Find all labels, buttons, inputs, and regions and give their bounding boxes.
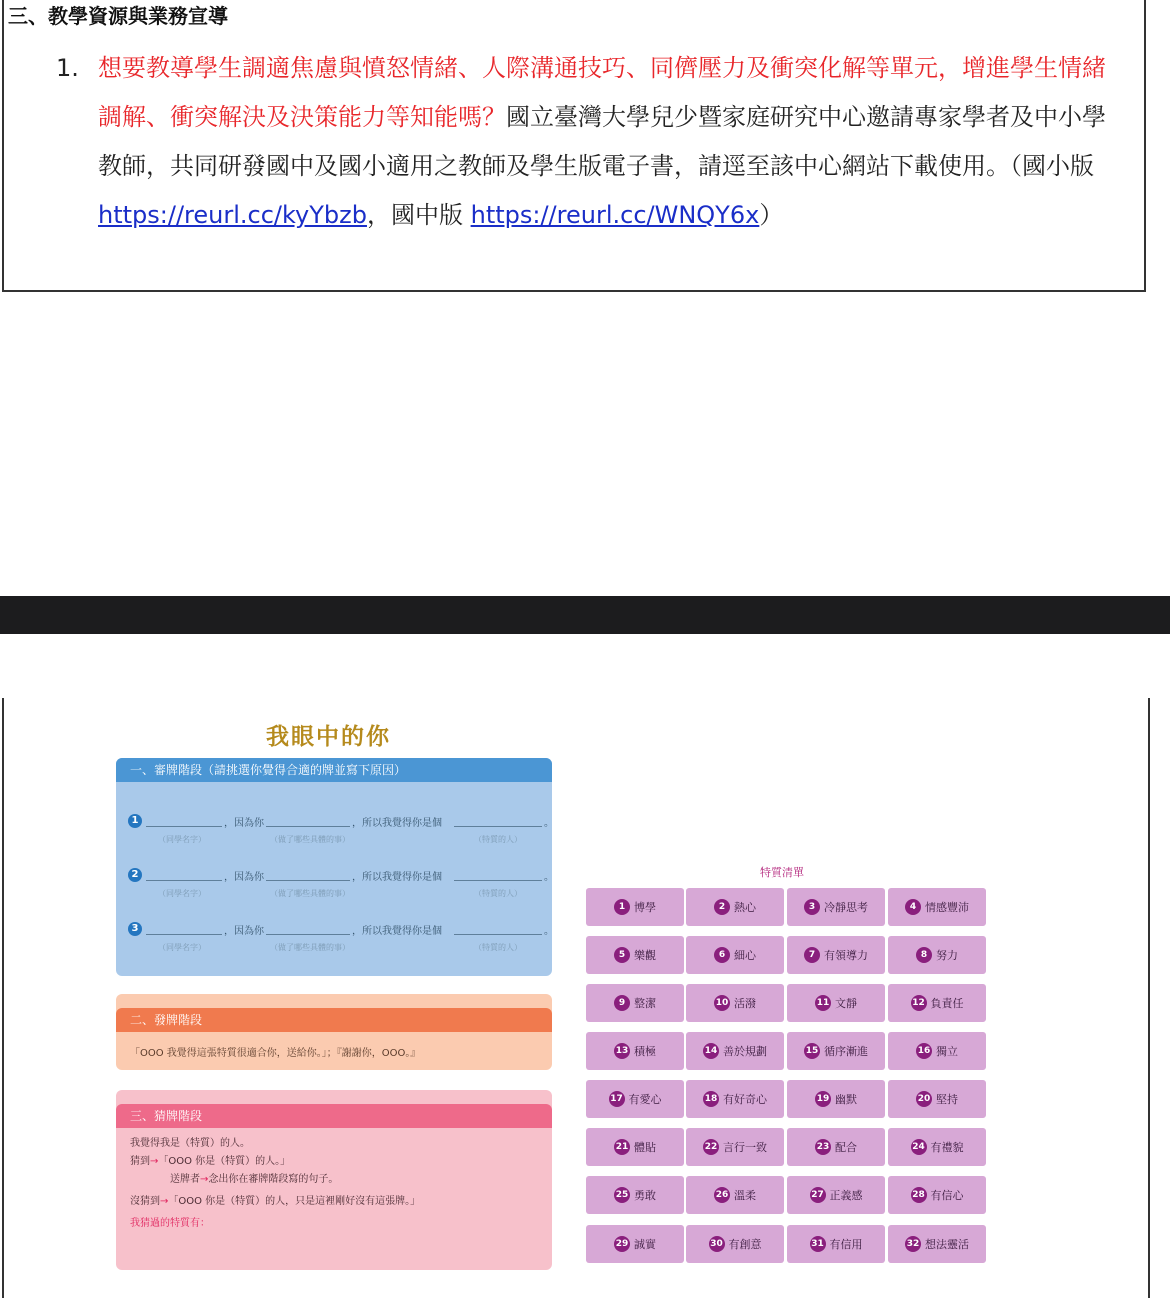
trait-number: 32: [905, 1236, 921, 1252]
event-hint: （做了哪些具體的事）: [270, 889, 350, 898]
trait-card[interactable]: [888, 1128, 986, 1166]
fill-row: [128, 868, 554, 904]
trait-card[interactable]: [586, 984, 684, 1022]
body-text-3: ）: [759, 201, 784, 229]
trait-label: 想法靈活: [925, 1238, 969, 1251]
stage3-line3: [170, 1170, 338, 1185]
name-hint: （同學名字）: [158, 943, 206, 952]
stage3-panel: [116, 1090, 552, 1270]
item-number: 1.: [56, 54, 79, 82]
trait-label: 獨立: [936, 1045, 958, 1058]
junior-high-edition-link[interactable]: https://reurl.cc/WNQY6x: [470, 201, 760, 229]
trait-number: 3: [804, 899, 820, 915]
event-blank[interactable]: [266, 934, 350, 935]
trait-card[interactable]: [586, 1225, 684, 1263]
because-text: ，因為你: [224, 926, 264, 937]
trait-card[interactable]: [586, 936, 684, 974]
trait-label: 有好奇心: [723, 1093, 767, 1106]
trait-card[interactable]: [686, 936, 784, 974]
stage3-missed-text: 「OOO 你是（特質）的人，只是這裡剛好沒有這張牌。」: [168, 1196, 421, 1207]
trait-card[interactable]: [586, 1128, 684, 1166]
end-text: 。: [544, 926, 554, 937]
trait-label: 誠實: [634, 1238, 656, 1251]
stage2-header: 二、發牌階段: [116, 1008, 552, 1032]
trait-number: 26: [714, 1187, 730, 1203]
trait-number: 27: [810, 1187, 826, 1203]
because-text: ，因為你: [224, 818, 264, 829]
trait-label: 勇敢: [634, 1189, 656, 1202]
stage3-guessed-traits: 我猜過的特質有：: [130, 1218, 210, 1229]
fill-row: [128, 922, 554, 958]
trait-number: 13: [614, 1043, 630, 1059]
trait-card[interactable]: [686, 1128, 784, 1166]
trait-card[interactable]: [686, 1225, 784, 1263]
event-blank[interactable]: [266, 826, 350, 827]
so-text: ，所以我覺得你是個: [352, 872, 442, 883]
trait-number: 11: [815, 995, 831, 1011]
trait-card[interactable]: [686, 888, 784, 926]
row-number: 2: [128, 868, 142, 882]
trait-number: 30: [709, 1236, 725, 1252]
trait-blank[interactable]: [454, 934, 542, 935]
trait-hint: （特質的人）: [474, 943, 522, 952]
trait-label: 努力: [936, 949, 958, 962]
stage3-giver-text: 念出你在審牌階段寫的句子。: [208, 1174, 339, 1185]
trait-hint: （特質的人）: [474, 889, 522, 898]
trait-card[interactable]: [888, 1032, 986, 1070]
trait-label: 配合: [835, 1141, 857, 1154]
trait-number: 23: [815, 1139, 831, 1155]
trait-number: 15: [804, 1043, 820, 1059]
trait-label: 整潔: [634, 997, 656, 1010]
trait-card[interactable]: [787, 1128, 885, 1166]
trait-label: 博學: [634, 901, 656, 914]
stage1-panel: [116, 758, 552, 976]
trait-number: 6: [714, 947, 730, 963]
trait-number: 12: [911, 995, 927, 1011]
trait-card[interactable]: [586, 888, 684, 926]
elementary-edition-link[interactable]: https://reurl.cc/kyYbzb: [98, 201, 367, 229]
so-text: ，所以我覺得你是個: [352, 818, 442, 829]
trait-number: 24: [911, 1139, 927, 1155]
trait-card[interactable]: [888, 984, 986, 1022]
trait-number: 20: [916, 1091, 932, 1107]
stage3-guessed-text: 「OOO 你是（特質）的人。」: [158, 1156, 291, 1167]
trait-number: 31: [810, 1236, 826, 1252]
trait-label: 積極: [634, 1045, 656, 1058]
trait-label: 有領導力: [824, 949, 868, 962]
trait-number: 7: [804, 947, 820, 963]
trait-label: 善於規劃: [723, 1045, 767, 1058]
trait-number: 2: [714, 899, 730, 915]
trait-card[interactable]: [586, 1176, 684, 1214]
stage2-text: 「OOO 我覺得這張特質很適合你，送給你。」；『謝謝你，OOO。』: [130, 1048, 421, 1059]
trait-label: 細心: [734, 949, 756, 962]
trait-card[interactable]: [787, 1032, 885, 1070]
trait-label: 有創意: [728, 1238, 762, 1251]
arrow-icon: →: [200, 1174, 209, 1185]
end-text: 。: [544, 818, 554, 829]
trait-card[interactable]: [686, 1176, 784, 1214]
trait-label: 熱心: [734, 901, 756, 914]
trait-label: 有禮貌: [930, 1141, 964, 1154]
event-hint: （做了哪些具體的事）: [270, 943, 350, 952]
stage2-panel: [116, 994, 552, 1070]
body-text: 國立臺灣大學兒少暨家庭研究中心邀請專家學者及中小學教師，共同研發國中及國小適用之教師及學生版電子書，請逕至該中心網站下載使用。（國小版: [98, 103, 1106, 180]
row-number: 1: [128, 814, 142, 828]
trait-label: 負責任: [930, 997, 964, 1010]
fill-row: [128, 814, 554, 850]
name-blank[interactable]: [146, 880, 222, 881]
trait-number: 29: [614, 1236, 630, 1252]
worksheet-title: 我眼中的你: [266, 724, 391, 750]
row-number: 3: [128, 922, 142, 936]
highlighted-text: 想要教導學生調適焦慮與憤怒情緒、人際溝通技巧、同儕壓力及衝突化解等單元，增進學生情緒調解、衝突解決及決策能力等知能嗎？: [98, 54, 1106, 131]
event-blank[interactable]: [266, 880, 350, 881]
trait-label: 溫柔: [734, 1189, 756, 1202]
trait-number: 16: [916, 1043, 932, 1059]
trait-card[interactable]: [787, 984, 885, 1022]
trait-label: 有信心: [930, 1189, 964, 1202]
trait-label: 體貼: [634, 1141, 656, 1154]
trait-label: 堅持: [936, 1093, 958, 1106]
trait-number: 5: [614, 947, 630, 963]
trait-card[interactable]: [787, 1080, 885, 1118]
trait-card[interactable]: [686, 1080, 784, 1118]
trait-card[interactable]: [888, 1080, 986, 1118]
item-body: [98, 44, 1118, 240]
arrow-icon: →: [150, 1156, 159, 1167]
trait-card[interactable]: [586, 1032, 684, 1070]
trait-label: 言行一致: [723, 1141, 767, 1154]
name-blank[interactable]: [146, 934, 222, 935]
page-separator: [0, 596, 1170, 634]
trait-label: 情感豐沛: [925, 901, 969, 914]
traits-list-title: 特質清單: [760, 866, 804, 879]
trait-number: 10: [714, 995, 730, 1011]
trait-label: 活潑: [734, 997, 756, 1010]
name-hint: （同學名字）: [158, 835, 206, 844]
trait-number: 9: [614, 995, 630, 1011]
trait-number: 18: [703, 1091, 719, 1107]
trait-card[interactable]: [686, 984, 784, 1022]
trait-number: 28: [911, 1187, 927, 1203]
event-hint: （做了哪些具體的事）: [270, 835, 350, 844]
stage3-missed-label: 沒猜到: [130, 1196, 160, 1207]
trait-blank[interactable]: [454, 826, 542, 827]
stage3-guessed-label: 猜到: [130, 1156, 150, 1167]
trait-card[interactable]: [787, 1225, 885, 1263]
trait-card[interactable]: [888, 1176, 986, 1214]
trait-number: 4: [905, 899, 921, 915]
name-blank[interactable]: [146, 826, 222, 827]
trait-label: 冷靜思考: [824, 901, 868, 914]
trait-number: 22: [703, 1139, 719, 1155]
trait-card[interactable]: [787, 888, 885, 926]
stage3-header: 三、猜牌階段: [116, 1104, 552, 1128]
name-hint: （同學名字）: [158, 889, 206, 898]
trait-label: 有愛心: [628, 1093, 662, 1106]
stage3-line2: [130, 1152, 290, 1167]
trait-label: 文靜: [835, 997, 857, 1010]
trait-number: 25: [614, 1187, 630, 1203]
trait-number: 21: [614, 1139, 630, 1155]
trait-card[interactable]: [686, 1032, 784, 1070]
trait-card[interactable]: [787, 936, 885, 974]
stage3-line4: [130, 1192, 420, 1207]
end-text: 。: [544, 872, 554, 883]
stage1-header: 一、審牌階段（請挑選你覺得合適的牌並寫下原因）: [116, 758, 552, 782]
trait-number: 17: [609, 1091, 625, 1107]
stage3-giver-label: 送牌者: [170, 1174, 200, 1185]
trait-card[interactable]: [787, 1176, 885, 1214]
trait-number: 8: [916, 947, 932, 963]
body-text-2: ，國中版: [366, 201, 471, 229]
trait-card[interactable]: [586, 1080, 684, 1118]
trait-label: 正義感: [829, 1189, 863, 1202]
trait-label: 有信用: [829, 1238, 863, 1251]
section-heading: 三、教學資源與業務宣導: [8, 4, 228, 28]
trait-label: 幽默: [835, 1093, 857, 1106]
trait-card[interactable]: [888, 936, 986, 974]
stage3-line1: 我覺得我是（特質）的人。: [130, 1138, 250, 1149]
because-text: ，因為你: [224, 872, 264, 883]
trait-hint: （特質的人）: [474, 835, 522, 844]
trait-card[interactable]: [888, 1225, 986, 1263]
trait-label: 樂觀: [634, 949, 656, 962]
trait-card[interactable]: [888, 888, 986, 926]
trait-blank[interactable]: [454, 880, 542, 881]
trait-number: 1: [614, 899, 630, 915]
so-text: ，所以我覺得你是個: [352, 926, 442, 937]
arrow-icon: →: [160, 1196, 169, 1207]
trait-number: 14: [703, 1043, 719, 1059]
trait-label: 循序漸進: [824, 1045, 868, 1058]
trait-number: 19: [815, 1091, 831, 1107]
